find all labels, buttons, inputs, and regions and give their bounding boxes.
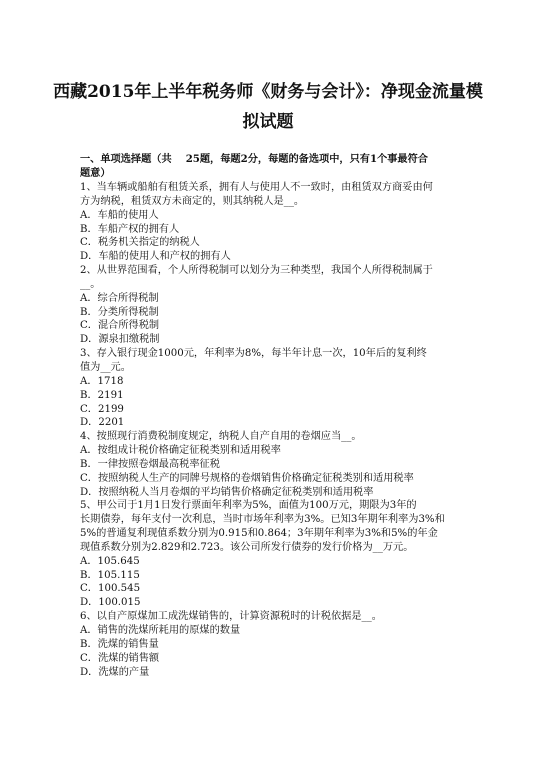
document-title-line-2: 拟试题 bbox=[242, 112, 294, 132]
text-line: C．2199 bbox=[80, 403, 124, 415]
text-line: 长期债券，每年支付一次利息，当时市场年利率为3%。已知3年期年利率为3%和 bbox=[80, 514, 445, 526]
text-line: 方为纳税，租赁双方未商定的，则其纳税人是__。 bbox=[80, 195, 305, 207]
text-line: B．105.115 bbox=[80, 569, 140, 581]
text-line: D．2201 bbox=[80, 417, 125, 429]
text-line: 现值系数分别为2.829和2.723。该公司所发行债券的发行价格为__万元。 bbox=[80, 541, 414, 553]
text-line: A．销售的洗煤所耗用的原煤的数量 bbox=[80, 625, 241, 636]
text-line: 3、存入银行现金1000元，年利率为8%，每半年计息一次，10年后的复利终 bbox=[80, 348, 427, 360]
text-line: D．洗煤的产量 bbox=[80, 666, 150, 678]
text-line: B．洗煤的销售量 bbox=[80, 638, 159, 650]
text-line: C．按照纳税人生产的同牌号规格的卷烟销售价格确定征税类别和适用税率 bbox=[80, 472, 414, 484]
text-line: A．105.645 bbox=[80, 555, 140, 567]
text-line: D．按照纳税人当月卷烟的平均销售价格确定征税类别和适用税率 bbox=[80, 486, 374, 498]
text-line: 值为__元。 bbox=[80, 361, 131, 373]
text-line: A．车船的使用人 bbox=[80, 209, 159, 221]
text-line: B．分类所得税制 bbox=[80, 306, 159, 318]
text-line: C．洗煤的销售额 bbox=[80, 652, 160, 664]
question-body bbox=[80, 181, 475, 679]
text-line: 2、从世界范围看，个人所得税制可以划分为三种类型，我国个人所得税制属于 bbox=[80, 265, 433, 277]
text-line: 4、按照现行消费税制度规定，纳税人自产自用的卷烟应当__。 bbox=[80, 431, 362, 443]
text-line: D．100.015 bbox=[80, 597, 141, 609]
text-line: A．1718 bbox=[80, 375, 124, 387]
section-heading-line-2: 题意） bbox=[80, 166, 111, 179]
text-line: A．按组成计税价格确定征税类别和适用税率 bbox=[80, 445, 281, 457]
text-line: B．2191 bbox=[80, 389, 124, 401]
section-heading-part-2: 25题，每题2分，每题的备选项中，只有1个事最符合 bbox=[185, 153, 428, 165]
text-line: A．综合所得税制 bbox=[80, 292, 159, 304]
text-line: B．一律按照卷烟最高税率征税 bbox=[80, 458, 220, 470]
text-line: C．混合所得税制 bbox=[80, 320, 160, 332]
text-line: C．税务机关指定的纳税人 bbox=[80, 237, 200, 249]
text-line: 1、当车辆或船舶有租赁关系，拥有人与使用人不一致时，由租赁双方商妥由何 bbox=[80, 182, 433, 193]
text-line: 5、甲公司于1月1日发行票面年利率为5%，面值为100万元，期限为3年的 bbox=[80, 500, 417, 512]
document-title-line-1: 西藏2015年上半年税务师《财务与会计》：净现金流量模 bbox=[53, 82, 483, 102]
text-line: D．车船的使用人和产权的拥有人 bbox=[80, 251, 231, 263]
text-line: D．源泉扣缴税制 bbox=[80, 334, 160, 346]
text-line: B．车船产权的拥有人 bbox=[80, 223, 180, 235]
section-heading-part-1: 一、单项选择题（共 bbox=[80, 153, 172, 165]
section-heading bbox=[80, 152, 470, 180]
text-line: C．100.545 bbox=[80, 583, 141, 595]
text-line: __。 bbox=[80, 278, 101, 290]
text-line: 5%的普通复利现值系数分别为0.915和0.864；3年期年利率为3%和5%的年金 bbox=[80, 528, 438, 540]
text-line: 6、以自产原煤加工成洗煤销售的，计算资源税时的计税依据是__。 bbox=[80, 611, 382, 623]
